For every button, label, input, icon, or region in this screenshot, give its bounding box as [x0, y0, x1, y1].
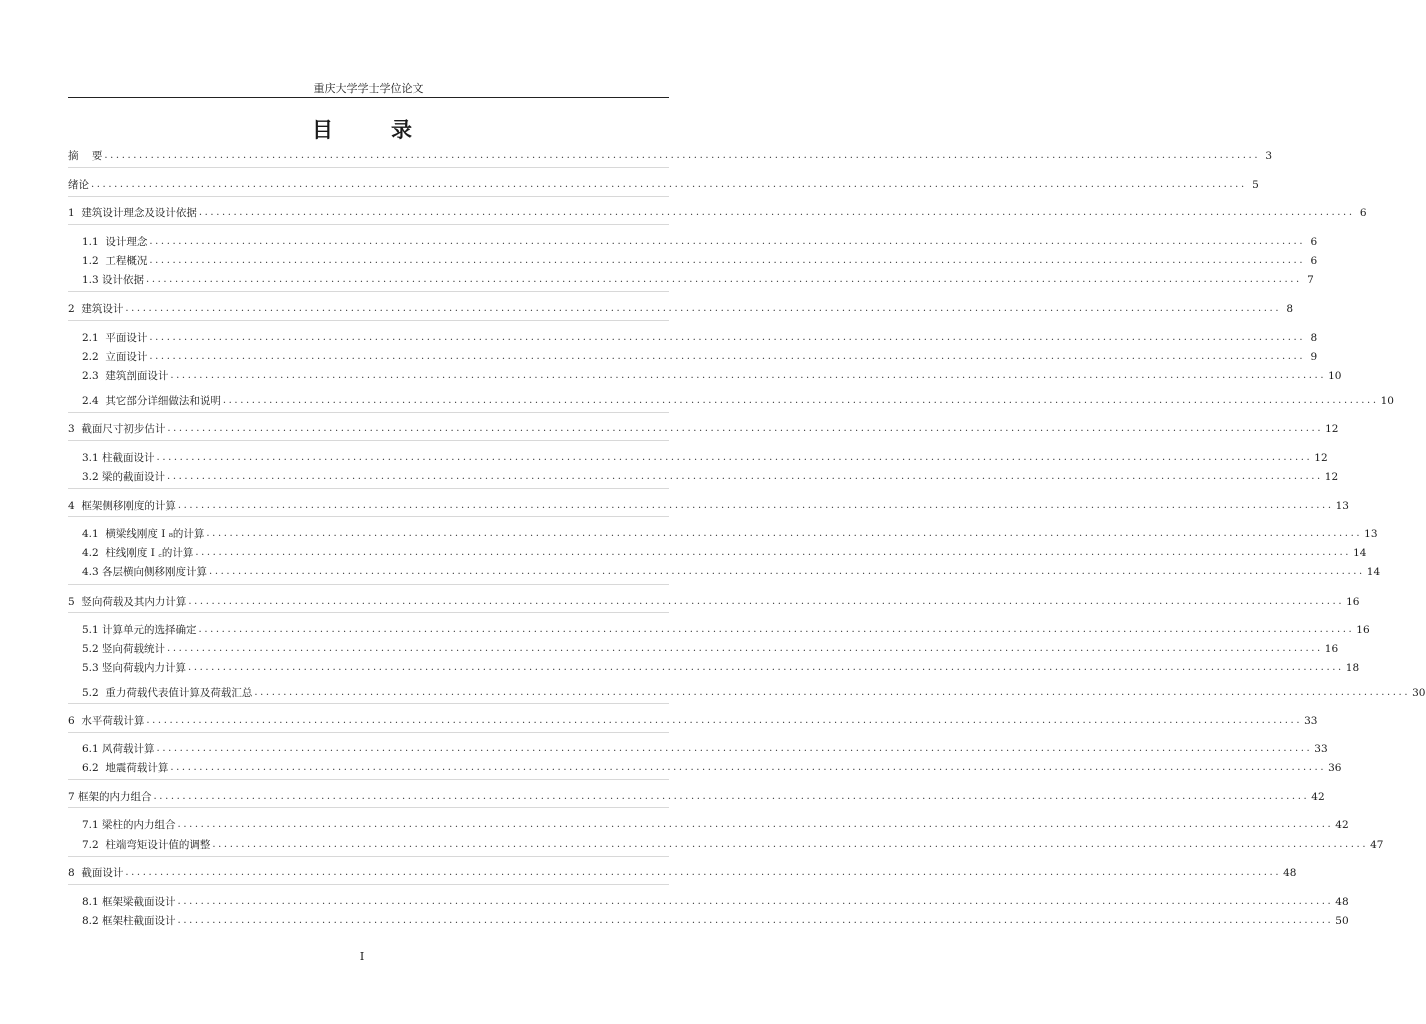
toc-entry[interactable] [68, 176, 1259, 192]
toc-entry[interactable] [82, 233, 1318, 249]
toc-separator [68, 516, 669, 517]
toc-leader-dots: ........................................................................................................................................................................................................ [188, 662, 1344, 673]
toc-entry-label: 5.3 竖向荷载内力计算 [82, 662, 187, 674]
toc-entry-page: 3 [1265, 150, 1273, 162]
toc-entry[interactable] [82, 659, 1360, 675]
toc-separator [68, 167, 669, 168]
page-title-right: 录 [391, 118, 412, 142]
toc-entry-label: 7.2 柱端弯矩设计值的调整 [82, 839, 211, 851]
toc-entry-page: 33 [1314, 743, 1328, 755]
toc-entry[interactable] [82, 684, 1426, 700]
toc-leader-dots: ........................................................................................................................................................................................................ [170, 762, 1327, 773]
toc-entry[interactable] [68, 712, 1318, 728]
toc-separator [68, 224, 669, 225]
toc-leader-dots: ........................................................................................................................................................................................................ [177, 915, 1334, 926]
toc-entry-label: 4 框架侧移刚度的计算 [68, 500, 176, 512]
toc-entry[interactable] [82, 271, 1314, 287]
toc-entry-page: 10 [1380, 395, 1394, 407]
toc-separator [68, 807, 669, 808]
toc-entry-page: 47 [1370, 839, 1384, 851]
toc-entry[interactable] [82, 525, 1378, 541]
toc-entry[interactable] [82, 740, 1328, 756]
page-title-left: 目 [312, 118, 333, 142]
toc-separator [68, 703, 669, 704]
toc-entry-page: 42 [1311, 791, 1325, 803]
toc-leader-dots: ........................................................................................................................................................................................................ [167, 423, 1324, 434]
toc-leader-dots: ........................................................................................................................................................................................................ [195, 547, 1352, 558]
toc-entry-page: 13 [1364, 528, 1378, 540]
toc-entry-page: 30 [1412, 687, 1426, 699]
toc-entry-label: 2.4 其它部分详细做法和说明 [82, 395, 221, 407]
toc-leader-dots: ........................................................................................................................................................................................................ [149, 236, 1306, 247]
toc-entry-label: 3.2 梁的截面设计 [82, 471, 166, 483]
toc-entry-page: 36 [1328, 762, 1342, 774]
toc-entry-label: 摘 要 [68, 150, 103, 162]
toc-entry-label: 8.1 框架梁截面设计 [82, 896, 176, 908]
toc-entry-label: 5.2 重力荷载代表值计算及荷载汇总 [82, 687, 253, 699]
toc-entry[interactable] [82, 621, 1370, 637]
toc-entry[interactable] [82, 640, 1339, 656]
toc-leader-dots: ........................................................................................................................................................................................................ [149, 332, 1306, 343]
toc-entry-label: 7 框架的内力组合 [68, 791, 152, 803]
page-number: I [359, 950, 365, 963]
toc-leader-dots: ........................................................................................................................................................................................................ [91, 179, 1247, 190]
toc-separator [68, 856, 669, 857]
toc-entry-page: 6 [1310, 255, 1318, 267]
toc-separator [68, 440, 669, 441]
toc-entry-page: 7 [1307, 274, 1314, 286]
toc-separator [68, 488, 669, 489]
toc-entry-label: 2.3 建筑剖面设计 [82, 370, 169, 382]
toc-leader-dots: ........................................................................................................................................................................................................ [177, 896, 1334, 907]
toc-entry[interactable] [82, 449, 1328, 465]
toc-separator [68, 732, 669, 733]
toc-entry-page: 16 [1346, 596, 1360, 608]
toc-separator [68, 196, 669, 197]
toc-entry[interactable] [68, 147, 1273, 163]
toc-entry-label: 1.1 设计理念 [82, 236, 148, 248]
toc-entry[interactable] [82, 759, 1342, 775]
toc-entry-page: 50 [1335, 915, 1349, 927]
toc-entry-page: 12 [1324, 471, 1339, 483]
toc-leader-dots: ........................................................................................................................................................................................................ [146, 715, 1303, 726]
toc-entry-page: 18 [1345, 662, 1360, 674]
toc-entry-page: 33 [1304, 715, 1318, 727]
toc-entry[interactable] [68, 300, 1294, 316]
toc-entry-label: 1.2 工程概况 [82, 255, 148, 267]
toc-separator [68, 412, 669, 413]
toc-entry[interactable] [82, 836, 1384, 852]
toc-entry-label: 7.1 梁柱的内力组合 [82, 819, 176, 831]
toc-entry-label: 5.2 竖向荷载统计 [82, 643, 166, 655]
toc-entry-label: 6 水平荷载计算 [68, 715, 145, 727]
toc-entry-page: 48 [1283, 867, 1297, 879]
toc-entry[interactable] [68, 788, 1325, 804]
toc-entry-page: 48 [1335, 896, 1349, 908]
toc-leader-dots: ........................................................................................................................................................................................................ [125, 867, 1282, 878]
header-rule [68, 97, 669, 98]
toc-leader-dots: ........................................................................................................................................................................................................ [198, 624, 1355, 635]
toc-entry[interactable] [82, 893, 1349, 909]
toc-entry[interactable] [82, 252, 1318, 268]
toc-entry[interactable] [82, 563, 1381, 579]
toc-entry[interactable] [82, 348, 1318, 364]
toc-entry-label: 绪论 [68, 179, 89, 191]
toc-entry[interactable] [82, 367, 1342, 383]
toc-entry-page: 12 [1325, 423, 1339, 435]
toc-leader-dots: ........................................................................................................................................................................................................ [188, 596, 1345, 607]
toc-entry-label: 8 截面设计 [68, 867, 124, 879]
toc-leader-dots: ........................................................................................................................................................................................................ [222, 395, 1379, 406]
toc-entry-label: 2.2 立面设计 [82, 351, 148, 363]
toc-leader-dots: ........................................................................................................................................................................................................ [167, 471, 1323, 482]
toc-leader-dots: ........................................................................................................................................................................................................ [170, 370, 1327, 381]
toc-entry-label: 6.2 地震荷载计算 [82, 762, 169, 774]
toc-entry[interactable] [82, 329, 1318, 345]
toc-leader-dots: ........................................................................................................................................................................................................ [153, 791, 1310, 802]
toc-separator [68, 779, 669, 780]
toc-entry[interactable] [68, 204, 1367, 220]
toc-entry[interactable] [68, 593, 1360, 609]
toc-leader-dots: ........................................................................................................................................................................................................ [167, 643, 1323, 654]
toc-entry[interactable] [82, 816, 1349, 832]
toc-entry-label: 1.3 设计依据 [82, 274, 145, 286]
toc-leader-dots: ........................................................................................................................................................................................................ [146, 274, 1302, 285]
toc-entry-page: 8 [1310, 332, 1318, 344]
toc-entry[interactable] [68, 497, 1349, 513]
toc-entry[interactable] [82, 468, 1339, 484]
toc-entry-page: 8 [1286, 303, 1294, 315]
toc-entry-label: 1 建筑设计理念及设计依据 [68, 207, 197, 219]
toc-leader-dots: ........................................................................................................................................................................................................ [177, 819, 1334, 830]
toc-entry-label: 4.1 横梁线刚度 I ₈的计算 [82, 528, 205, 540]
toc-entry[interactable] [68, 864, 1297, 880]
toc-separator [68, 320, 669, 321]
toc-leader-dots: ........................................................................................................................................................................................................ [254, 687, 1411, 698]
toc-entry-label: 3 截面尺寸初步估计 [68, 423, 166, 435]
toc-separator [68, 612, 669, 613]
toc-entry-page: 10 [1328, 370, 1342, 382]
toc-leader-dots: ........................................................................................................................................................................................................ [104, 150, 1261, 161]
toc-entry-label: 3.1 柱截面设计 [82, 452, 155, 464]
toc-leader-dots: ........................................................................................................................................................................................................ [198, 207, 1355, 218]
toc-entry-page: 5 [1252, 179, 1259, 191]
toc-entry-page: 12 [1314, 452, 1328, 464]
toc-entry-page: 13 [1335, 500, 1349, 512]
toc-entry-page: 16 [1356, 624, 1370, 636]
toc-separator [68, 291, 669, 292]
toc-entry-page: 6 [1359, 207, 1367, 219]
toc-leader-dots: ........................................................................................................................................................................................................ [149, 255, 1306, 266]
toc-entry-page: 42 [1335, 819, 1349, 831]
toc-entry-label: 2 建筑设计 [68, 303, 124, 315]
toc-separator [68, 584, 669, 585]
toc-entry-label: 5 竖向荷载及其内力计算 [68, 596, 187, 608]
toc-leader-dots: ........................................................................................................................................................................................................ [209, 566, 1365, 577]
toc-entry-label: 4.3 各层横向侧移刚度计算 [82, 566, 208, 578]
toc-leader-dots: ........................................................................................................................................................................................................ [125, 303, 1282, 314]
toc-leader-dots: ........................................................................................................................................................................................................ [156, 452, 1313, 463]
toc-leader-dots: ........................................................................................................................................................................................................ [206, 528, 1363, 539]
toc-leader-dots: ........................................................................................................................................................................................................ [156, 743, 1313, 754]
page-title [0, 114, 724, 144]
toc-entry-page: 6 [1310, 236, 1318, 248]
toc-entry-label: 8.2 框架柱截面设计 [82, 915, 176, 927]
toc-entry-label: 4.2 柱线刚度 I ꜀的计算 [82, 547, 194, 559]
toc-entry-label: 5.1 计算单元的选择确定 [82, 624, 197, 636]
toc-entry-page: 9 [1310, 351, 1318, 363]
toc-separator [68, 884, 669, 885]
toc-entry[interactable] [68, 420, 1339, 436]
toc-entry-page: 14 [1353, 547, 1367, 559]
toc-entry[interactable] [82, 392, 1394, 408]
running-header: 重庆大学学士学位论文 [313, 82, 424, 95]
toc-leader-dots: ........................................................................................................................................................................................................ [149, 351, 1306, 362]
toc-entry-label: 6.1 风荷载计算 [82, 743, 155, 755]
toc-leader-dots: ........................................................................................................................................................................................................ [212, 839, 1369, 850]
toc-entry[interactable] [82, 912, 1349, 928]
toc-entry-label: 2.1 平面设计 [82, 332, 148, 344]
toc-leader-dots: ........................................................................................................................................................................................................ [177, 500, 1334, 511]
toc-entry-page: 16 [1324, 643, 1339, 655]
toc-entry[interactable] [82, 544, 1367, 560]
toc-entry-page: 14 [1366, 566, 1381, 578]
